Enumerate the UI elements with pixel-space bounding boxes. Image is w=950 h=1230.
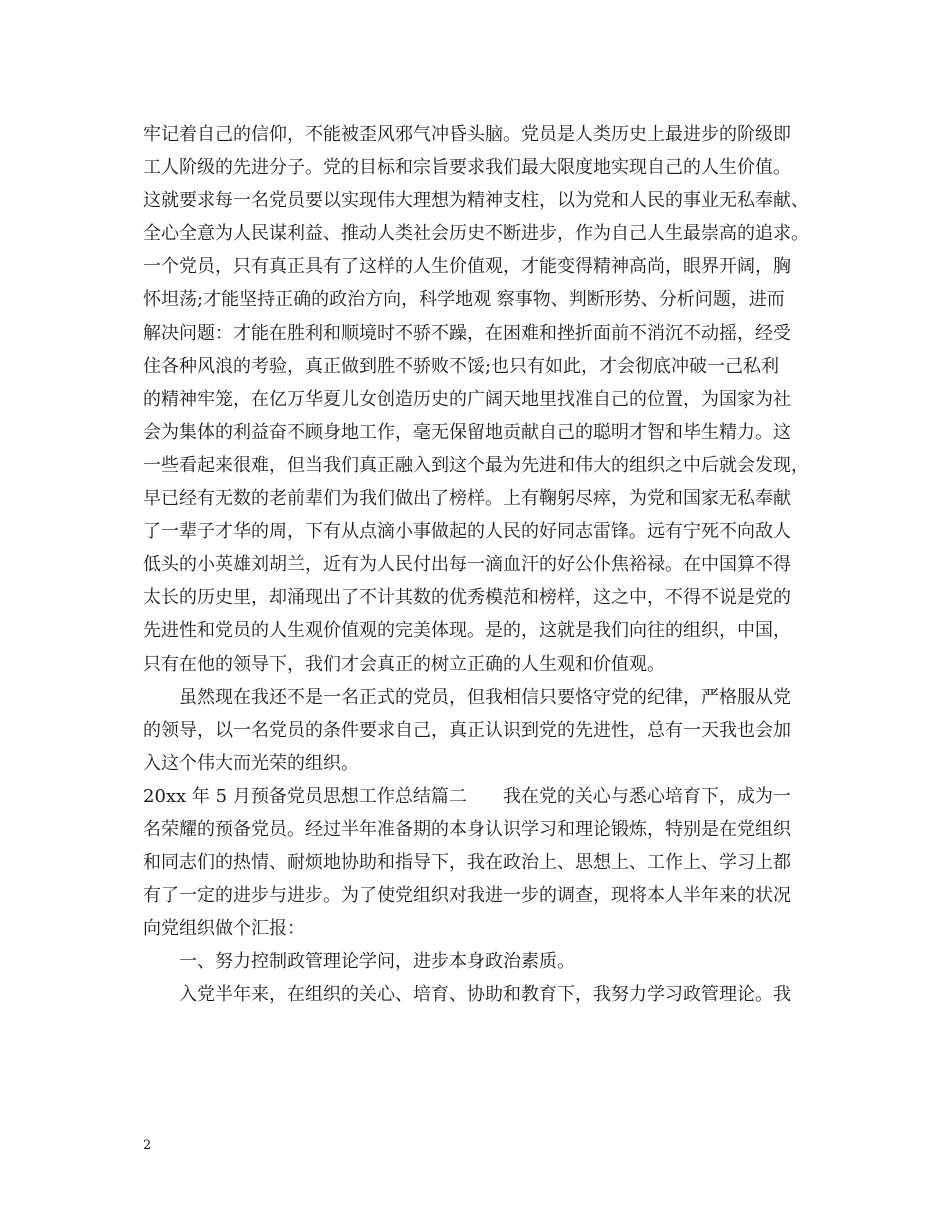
text-line: 和同志们的热情、耐烦地协助和指导下，我在政治上、思想上、工作上、学习上都 (143, 852, 791, 874)
text-line: 的精神牢笼，在亿万华夏儿女创造历史的广阔天地里找准自己的位置，为国家为社 (143, 388, 791, 410)
text-line: 早已经有无数的老前辈们为我们做出了榜样。上有鞠躬尽瘁，为党和国家无私奉献 (143, 488, 791, 510)
text-line: 会为集体的利益奋不顾身地工作，毫无保留地贡献自己的聪明才智和毕生精力。这 (143, 421, 791, 443)
text-line: 工人阶级的先进分子。党的目标和宗旨要求我们最大限度地实现自己的人生价值。 (143, 157, 791, 179)
text-line: 有了一定的进步与进步。为了使党组织对我进一步的调查，现将本人半年来的状况 (143, 885, 791, 907)
text-line: 的领导，以一名党员的条件要求自己，真正认识到党的先进性，总有一天我也会加 (143, 719, 791, 741)
body-text (143, 118, 823, 1012)
text-line: 向党组织做个汇报： (143, 918, 305, 940)
page-number: 2 (143, 1138, 152, 1153)
text-line: 名荣耀的预备党员。经过半年准备期的本身认识学习和理论锻炼，特别是在党组织 (143, 818, 791, 840)
text-line: 了一辈子才华的周，下有从点滴小事做起的人民的好同志雷锋。远有宁死不向敌人 (143, 521, 791, 543)
text-line: 低头的小英雄刘胡兰，近有为人民付出每一滴血汗的好公仆焦裕禄。在中国算不得 (143, 554, 791, 576)
text-line: 牢记着自己的信仰，不能被歪风邪气冲昏头脑。党员是人类历史上最进步的阶级即 (143, 124, 791, 145)
text-line: 全心全意为人民谋利益、推动人类社会历史不断进步，作为自己人生最崇高的追求。 (143, 223, 809, 245)
text-line: 一、努力控制政管理论学问，进步本身政治素质。 (179, 951, 575, 973)
text-line: 怀坦荡;才能坚持正确的政治方向，科学地观 察事物、判断形势、分析问题，进而 (143, 289, 785, 311)
text-line: 太长的历史里，却涌现出了不计其数的优秀模范和榜样，这之中，不得不说是党的 (143, 587, 791, 609)
text-line: 住各种风浪的考验，真正做到胜不骄败不馁;也只有如此，才会彻底冲破一己私利 (143, 355, 780, 377)
text-line: 一些看起来很难，但当我们真正融入到这个最为先进和伟大的组织之中后就会发现， (143, 454, 809, 476)
text-line: 20xx 年 5 月预备党员思想工作总结篇二 我在党的关心与悉心培育下，成为一 (143, 785, 791, 807)
text-line: 只有在他的领导下，我们才会真正的树立正确的人生观和价值观。 (143, 653, 665, 675)
text-line: 解决问题：才能在胜利和顺境时不骄不躁，在困难和挫折面前不消沉不动摇，经受 (143, 322, 791, 344)
text-line: 先进性和党员的人生观价值观的完美体现。是的，这就是我们向往的组织，中国， (143, 620, 791, 642)
text-line: 入这个伟大而光荣的组织。 (143, 752, 359, 774)
text-line: 入党半年来，在组织的关心、培育、协助和教育下，我努力学习政管理论。我 (179, 984, 791, 1006)
text-line: 虽然现在我还不是一名正式的党员，但我相信只要恪守党的纪律，严格服从党 (179, 686, 791, 708)
text-line: 一个党员，只有真正具有了这样的人生价值观，才能变得精神高尚，眼界开阔，胸 (143, 256, 791, 278)
text-line: 这就要求每一名党员要以实现伟大理想为精神支柱，以为党和人民的事业无私奉献、 (143, 190, 809, 212)
